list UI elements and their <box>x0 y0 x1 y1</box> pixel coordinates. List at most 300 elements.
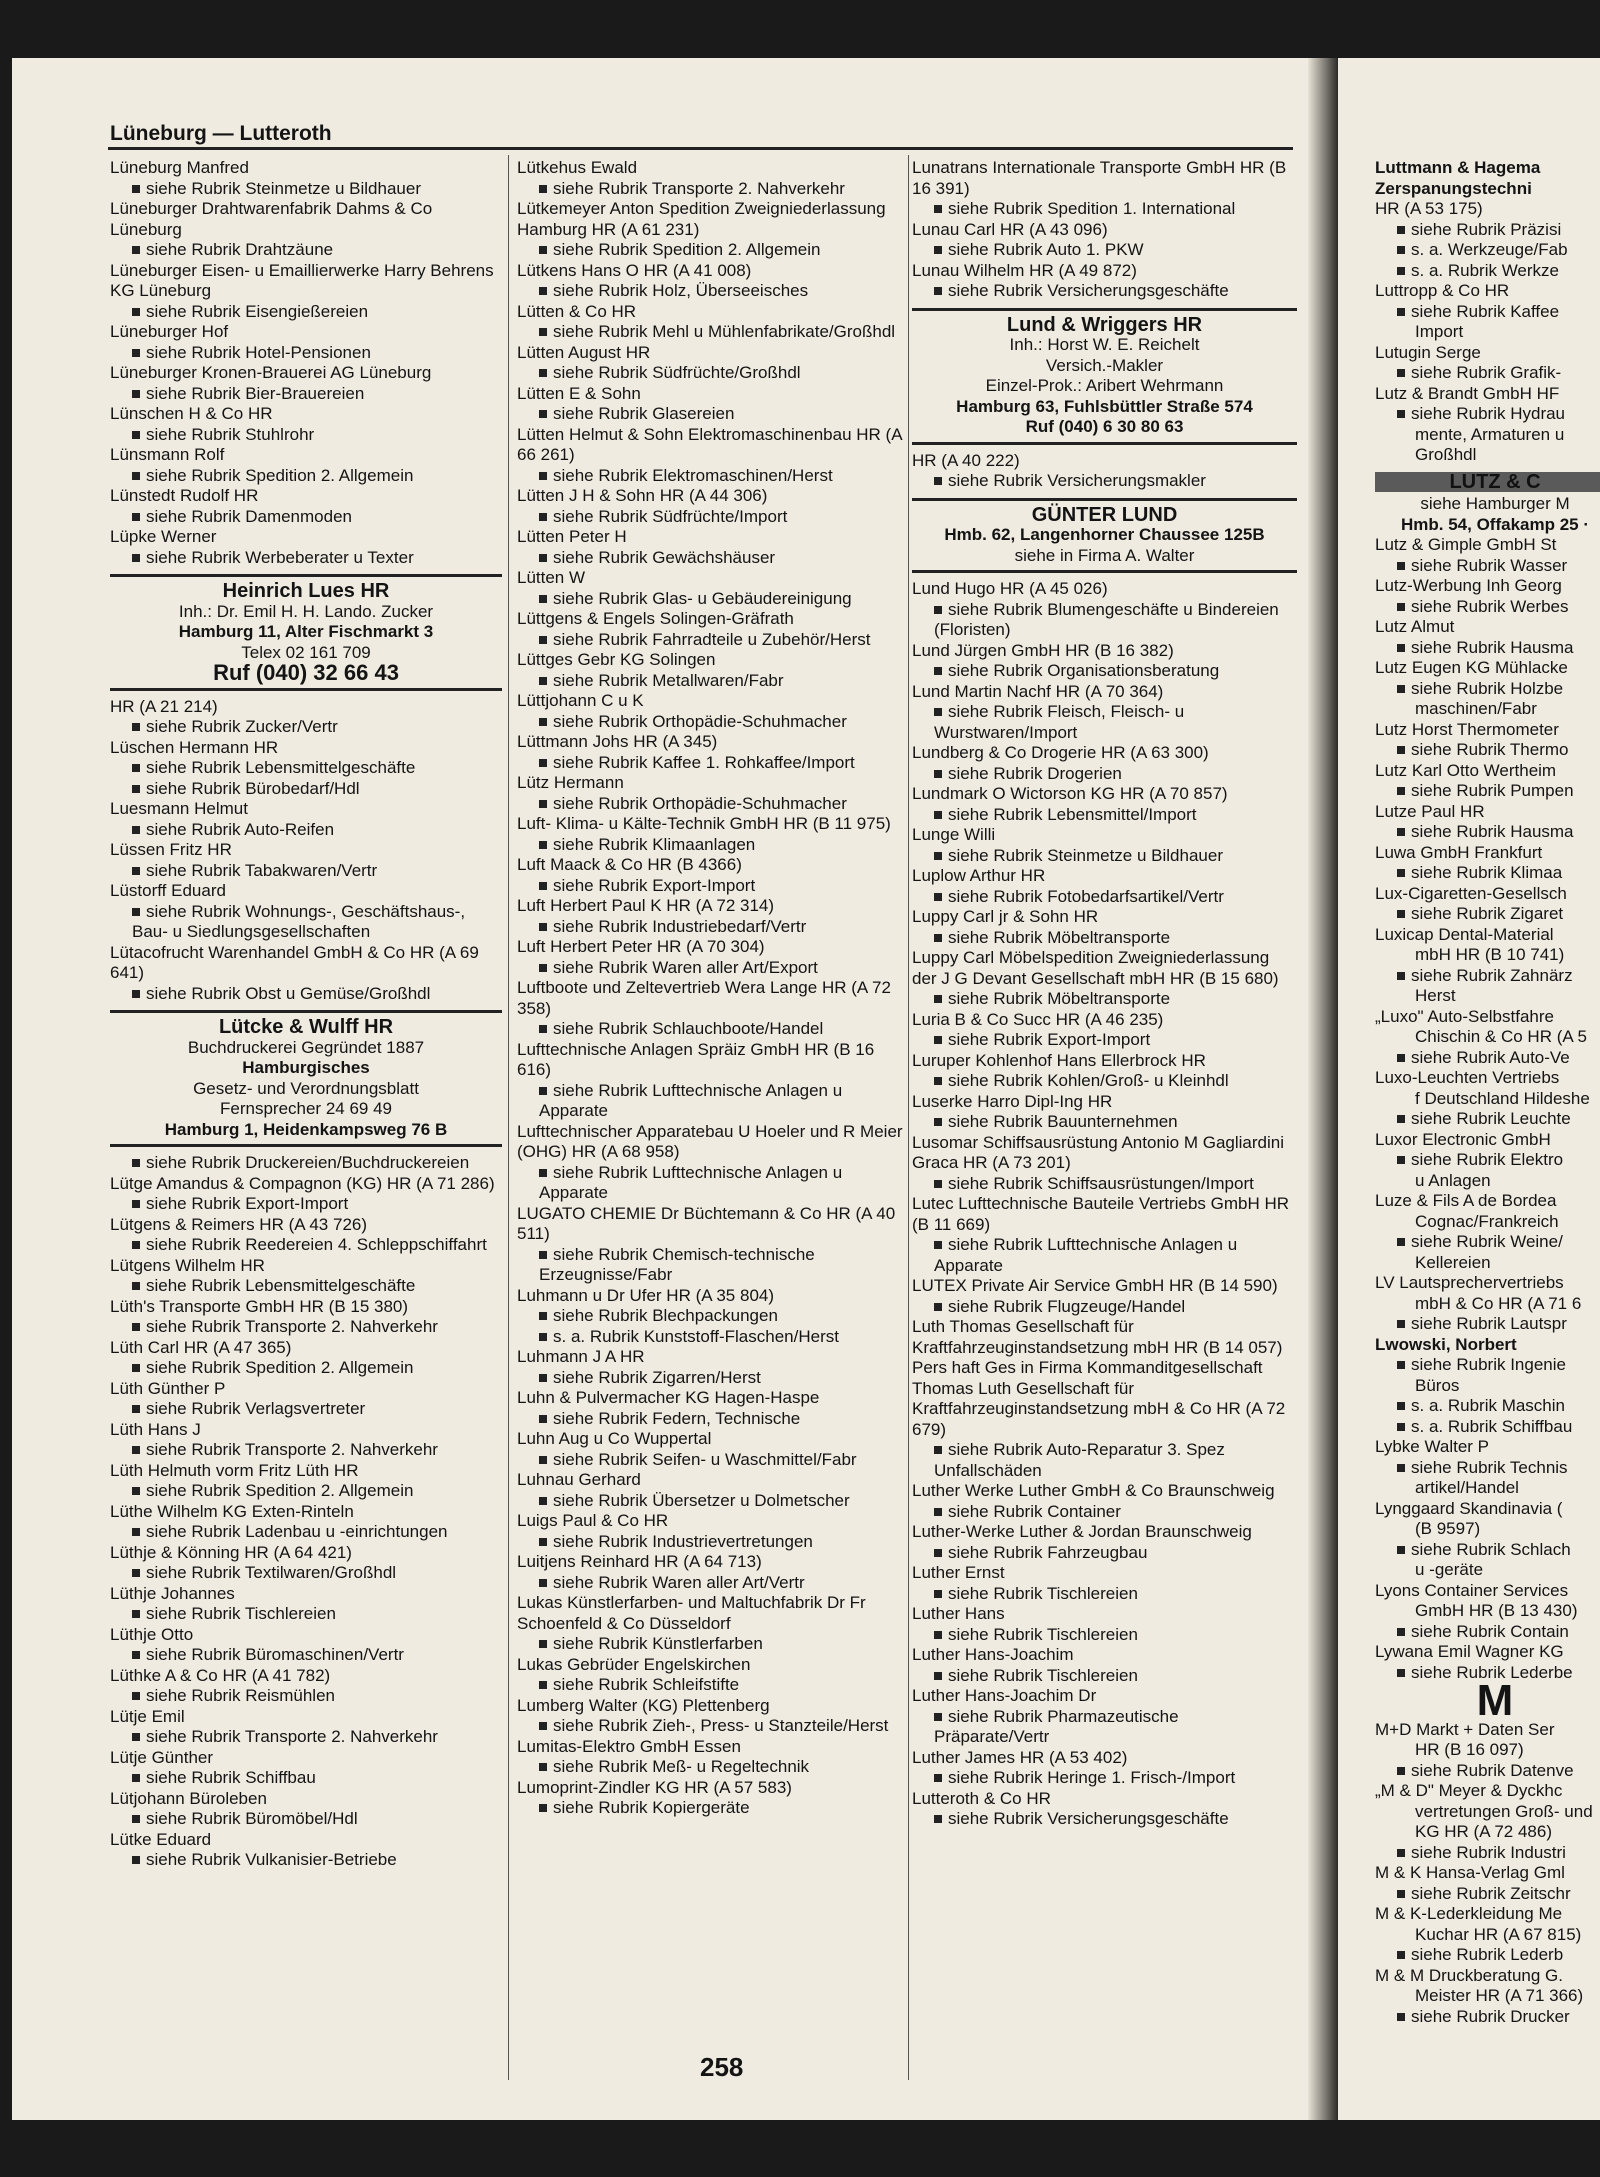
bullet-icon <box>1397 685 1405 693</box>
directory-entry <box>912 261 1297 302</box>
entry-reference <box>1375 1945 1600 1966</box>
entry-name: Lüttges Gebr KG Solingen <box>517 650 716 669</box>
entry-reference <box>1375 1843 1600 1864</box>
reference-text: siehe Rubrik Wohnungs-, Geschäftshaus-, Bau- u Siedlungsgesellschaften <box>132 901 466 941</box>
entry-name: Lynggaard Skandinavia ( <box>1375 1498 1563 1518</box>
directory-entry <box>110 1789 502 1830</box>
entry-reference <box>1375 1761 1600 1782</box>
bullet-icon <box>934 1446 942 1454</box>
reference-text: s. a. Rubrik Kunststoff-Flaschen/Herst <box>553 1326 839 1346</box>
entry-name: Lutz Horst Thermometer <box>1375 719 1559 739</box>
directory-entry <box>517 1204 905 1286</box>
directory-entry <box>110 881 502 943</box>
reference-text: siehe Rubrik Waren aller Art/Export <box>553 957 818 977</box>
reference-text: siehe Rubrik Contain <box>1411 1621 1569 1641</box>
reference-text: siehe Rubrik Zeitschr <box>1411 1883 1571 1903</box>
entry-name: Lunau Carl HR (A 43 096) <box>912 219 1108 239</box>
directory-entry <box>912 451 1297 492</box>
directory-entry <box>1375 384 1600 466</box>
entry-name: Luplow Arthur HR <box>912 866 1046 885</box>
directory-entry <box>517 1388 905 1429</box>
directory-entry <box>1375 199 1600 281</box>
reference-text: siehe Rubrik Versicherungsmakler <box>948 471 1206 490</box>
bullet-icon <box>1397 1320 1405 1328</box>
entry-reference <box>1375 1027 1600 1048</box>
entry-reference <box>1375 1212 1600 1233</box>
directory-entry <box>517 527 905 568</box>
reference-text: siehe Rubrik Transporte 2. Nahverkehr <box>146 1727 438 1746</box>
entry-reference <box>110 1317 502 1338</box>
entry-reference <box>1375 740 1600 761</box>
reference-text: siehe Rubrik Kopiergeräte <box>553 1798 750 1817</box>
entry-name: Lunatrans Internationale Transporte GmbH HR (B 16 391) <box>912 158 1287 198</box>
entry-name: Lunau Wilhelm HR (A 49 872) <box>912 260 1137 280</box>
reference-text: siehe Rubrik Hydrau <box>1411 404 1566 423</box>
reference-text: siehe Rubrik Leuchte <box>1411 1109 1571 1128</box>
directory-entry <box>1375 1007 1600 1069</box>
directory-entry <box>517 1040 905 1122</box>
entry-reference <box>1375 1925 1600 1946</box>
entry-name: Lutugin Serge <box>1375 342 1481 362</box>
bullet-icon <box>539 369 547 377</box>
reference-text: siehe Rubrik Industriebedarf/Vertr <box>553 916 807 936</box>
bullet-icon <box>132 554 140 562</box>
reference-text: s. a. Rubrik Maschin <box>1411 1396 1565 1415</box>
header-rule <box>108 147 1293 150</box>
bullet-icon <box>1397 1361 1405 1369</box>
entry-reference <box>517 240 905 261</box>
entry-reference <box>1375 1048 1600 1069</box>
reference-text: siehe Rubrik Steinmetze u Bildhauer <box>146 178 421 198</box>
reference-text: siehe Rubrik Spedition 2. Allgemein <box>146 465 414 485</box>
column-divider <box>508 155 509 2080</box>
reference-text: Import <box>1415 322 1464 341</box>
reference-text: siehe Rubrik Zigarren/Herst <box>553 1367 761 1387</box>
directory-entry <box>110 199 502 261</box>
directory-entry <box>1375 1966 1600 2028</box>
directory-entry <box>912 220 1297 261</box>
reference-text: siehe Rubrik Auto-Reparatur 3. Spez Unfallschäden <box>934 1440 1225 1480</box>
entry-reference <box>1375 863 1600 884</box>
reference-text: siehe Rubrik Büromöbel/Hdl <box>146 1809 358 1828</box>
directory-entry <box>517 978 905 1040</box>
reference-text: (B 9597) <box>1415 1519 1481 1538</box>
entry-name: Zerspanungstechni <box>1375 178 1532 198</box>
directory-entry <box>517 855 905 896</box>
reference-text: siehe Rubrik Lebensmittelgeschäfte <box>146 758 416 777</box>
reference-text: Cognac/Frankreich <box>1415 1211 1559 1231</box>
directory-entry <box>110 1338 502 1379</box>
entry-reference <box>517 1163 905 1204</box>
entry-name: Luigs Paul & Co HR <box>517 1511 669 1530</box>
entry-name: Luhmann J A HR <box>517 1347 645 1366</box>
reference-text: Herst <box>1415 986 1456 1005</box>
reference-text: s. a. Rubrik Schiffbau <box>1411 1416 1573 1436</box>
directory-entry <box>110 1584 502 1625</box>
bullet-icon <box>934 995 942 1003</box>
bullet-icon <box>539 1456 547 1464</box>
bullet-icon <box>934 1713 942 1721</box>
entry-reference <box>1375 1540 1600 1561</box>
bullet-icon <box>132 1651 140 1659</box>
directory-entry <box>1375 535 1600 576</box>
reference-text: siehe Rubrik Steinmetze u Bildhauer <box>948 845 1223 865</box>
entry-name: Lunge Willi <box>912 825 996 844</box>
entry-name: Lund Martin Nachf HR (A 70 364) <box>912 681 1164 701</box>
entry-reference <box>1375 1355 1600 1376</box>
entry-name: Luppy Carl Möbelspedition Zweigniederlassung der J G Devant Gesellschaft mbH HR (B 15 680) <box>912 948 1279 988</box>
entry-name: M & M Druckberatung G. <box>1375 1965 1564 1985</box>
entry-name: Lutz & Brandt GmbH HF <box>1375 383 1560 403</box>
reference-text: siehe Rubrik Blumengeschäfte u Bindereien (Floristen) <box>934 599 1279 639</box>
entry-name: Luxor Electronic GmbH <box>1375 1129 1551 1149</box>
reference-text: siehe Rubrik Fleisch, Fleisch- u Wurstwaren/Import <box>934 702 1185 742</box>
entry-reference <box>1375 945 1600 966</box>
bullet-icon <box>934 667 942 675</box>
reference-text: siehe Rubrik Spedition 2. Allgemein <box>553 240 821 259</box>
reference-text: Kuchar HR (A 67 815) <box>1415 1924 1582 1944</box>
reference-text: siehe Rubrik Export-Import <box>948 1030 1151 1049</box>
reference-text: siehe Rubrik Obst u Gemüse/Großhdl <box>146 983 431 1003</box>
directory-entry <box>110 158 502 199</box>
directory-entry <box>110 840 502 881</box>
bullet-icon <box>934 1241 942 1249</box>
entry-name: Lutz Eugen KG Mühlacke <box>1375 658 1568 677</box>
directory-entry <box>1375 843 1600 884</box>
directory-entry <box>110 527 502 568</box>
directory-entry <box>517 1122 905 1204</box>
entry-name: Lüttmann Johs HR (A 345) <box>517 732 718 751</box>
directory-entry <box>912 1317 1297 1481</box>
entry-name: Lütje Emil <box>110 1706 185 1726</box>
entry-reference <box>110 1768 502 1789</box>
reference-text: siehe Rubrik Ladenbau u -einrichtungen <box>146 1522 448 1541</box>
entry-name: siehe Hamburger M <box>1420 494 1570 513</box>
directory-entry <box>517 1696 905 1737</box>
reference-text: siehe Rubrik Auto-Reifen <box>146 819 335 839</box>
entry-name: Lyons Container Services <box>1375 1580 1569 1600</box>
directory-entry <box>1375 158 1600 179</box>
entry-reference <box>517 712 905 733</box>
directory-entry <box>517 609 905 650</box>
bullet-icon <box>132 1446 140 1454</box>
directory-entry <box>1375 1863 1600 1904</box>
entry-name: Luhn & Pulvermacher KG Hagen-Haspe <box>517 1388 820 1407</box>
entry-reference <box>1375 781 1600 802</box>
directory-entry <box>912 907 1297 948</box>
entry-reference <box>517 1798 905 1819</box>
entry-reference <box>912 240 1297 261</box>
entry-reference <box>517 281 905 302</box>
entry-reference <box>110 861 502 882</box>
reference-text: siehe Rubrik Pumpen <box>1411 781 1574 800</box>
directory-entry <box>110 1297 502 1338</box>
reference-text: siehe Rubrik Thermo <box>1411 740 1569 759</box>
directory-entry <box>517 568 905 609</box>
ad-box <box>110 1010 502 1147</box>
entry-reference <box>912 661 1297 682</box>
entry-name: Lutz Almut <box>1375 617 1455 636</box>
reference-text: siehe Rubrik Fahrzeugbau <box>948 1542 1148 1562</box>
entry-reference <box>1375 699 1600 720</box>
entry-reference <box>912 1768 1297 1789</box>
bullet-icon <box>1397 828 1405 836</box>
ad-line: Hmb. 62, Langenhorner Chaussee 125B <box>944 525 1265 544</box>
reference-text: siehe Rubrik Seifen- u Waschmittel/Fabr <box>553 1449 857 1469</box>
entry-reference <box>912 281 1297 302</box>
bullet-icon <box>539 841 547 849</box>
bullet-icon <box>132 1200 140 1208</box>
entry-reference <box>110 240 502 261</box>
entry-reference <box>1375 1884 1600 1905</box>
reference-text: siehe Rubrik Hotel-Pensionen <box>146 342 371 362</box>
entry-name: Lüthe Wilhelm KG Exten-Rinteln <box>110 1501 354 1521</box>
entry-reference <box>1375 445 1600 466</box>
entry-name: Lüth Helmuth vorm Fritz Lüth HR <box>110 1460 359 1480</box>
directory-entry <box>912 1645 1297 1686</box>
directory-entry <box>110 697 502 738</box>
entry-name: Luruper Kohlenhof Hans Ellerbrock HR <box>912 1050 1206 1070</box>
entry-name: Lüschen Hermann HR <box>110 737 279 757</box>
directory-entry <box>517 1593 905 1655</box>
ad-line: Ruf (040) 32 66 43 <box>213 660 399 685</box>
reference-text: siehe Rubrik Möbeltransporte <box>948 927 1171 947</box>
bullet-icon <box>539 1804 547 1812</box>
directory-entry <box>110 1379 502 1420</box>
directory-entry <box>1375 179 1600 200</box>
entry-name: HR (A 53 175) <box>1375 199 1483 218</box>
directory-entry <box>1375 515 1600 536</box>
directory-entry <box>517 1347 905 1388</box>
reference-text: siehe Rubrik Lautspr <box>1411 1314 1567 1333</box>
reference-text: siehe Rubrik Präzisi <box>1411 219 1562 239</box>
bullet-icon <box>132 764 140 772</box>
reference-text: siehe Rubrik Lufttechnische Anlagen u Apparate <box>539 1080 843 1120</box>
entry-reference <box>110 820 502 841</box>
entry-name: Lütkehus Ewald <box>517 158 638 177</box>
reference-text: siehe Rubrik Lederb <box>1411 1945 1564 1964</box>
reference-text: s. a. Rubrik Werkze <box>1411 260 1560 280</box>
reference-text: siehe Rubrik Kaffee 1. Rohkaffee/Import <box>553 752 855 772</box>
entry-name: Lüthje & Könning HR (A 64 421) <box>110 1542 352 1562</box>
directory-entry <box>110 1256 502 1297</box>
bullet-icon <box>934 477 942 485</box>
reference-text: siehe Rubrik Drogerien <box>948 763 1122 783</box>
entry-name: Luserke Harro Dipl-Ing HR <box>912 1091 1113 1111</box>
entry-reference <box>110 984 502 1005</box>
entry-name: Lwowski, Norbert <box>1375 1334 1517 1354</box>
bullet-icon <box>934 852 942 860</box>
entry-reference <box>1375 904 1600 925</box>
bullet-icon <box>132 1815 140 1823</box>
entry-name: Lufttechnische Anlagen Spräiz GmbH HR (B 16 616) <box>517 1039 875 1079</box>
reference-text: siehe Rubrik Schiffsausrüstungen/Import <box>948 1173 1254 1193</box>
entry-reference <box>1375 556 1600 577</box>
bullet-icon <box>934 205 942 213</box>
entry-name: Lüttjohann C u K <box>517 691 644 710</box>
reference-text: siehe Rubrik Schlauchboote/Handel <box>553 1019 824 1038</box>
bullet-icon <box>1397 869 1405 877</box>
bullet-icon <box>934 1077 942 1085</box>
bullet-icon <box>1397 369 1405 377</box>
bullet-icon <box>1397 1464 1405 1472</box>
reference-text: HR (B 16 097) <box>1415 1740 1524 1759</box>
entry-name: Lywana Emil Wagner KG <box>1375 1642 1564 1661</box>
reference-text: siehe Rubrik Stuhlrohr <box>146 424 315 444</box>
bullet-icon <box>934 708 942 716</box>
directory-entry <box>1375 576 1600 617</box>
bullet-icon <box>132 1774 140 1782</box>
bullet-icon <box>934 1631 942 1639</box>
directory-entry <box>912 1276 1297 1317</box>
bullet-icon <box>539 1640 547 1648</box>
entry-reference <box>517 1573 905 1594</box>
bullet-icon <box>539 677 547 685</box>
directory-entry <box>1375 802 1600 843</box>
directory-entry <box>110 1625 502 1666</box>
ad-line: Lütcke & Wulff HR <box>218 1016 394 1038</box>
reference-text: siehe Rubrik Zahnärz <box>1411 965 1573 985</box>
entry-name: Luft Herbert Paul K HR (A 72 314) <box>517 896 775 915</box>
entry-name: Lütten Helmut & Sohn Elektromaschinenbau HR (A 66 261) <box>517 424 902 464</box>
directory-entry <box>912 641 1297 682</box>
bullet-icon <box>132 1405 140 1413</box>
page-number: 258 <box>700 2052 744 2082</box>
reference-text: siehe Rubrik Datenve <box>1411 1760 1574 1780</box>
directory-entry <box>1375 1191 1600 1273</box>
reference-text: siehe Rubrik Kaffee <box>1411 301 1560 321</box>
entry-reference <box>912 1440 1297 1481</box>
reference-text: siehe Rubrik Fotobedarfsartikel/Vertr <box>948 886 1224 906</box>
directory-entry <box>517 1778 905 1819</box>
bullet-icon <box>934 246 942 254</box>
entry-reference <box>1375 1560 1600 1581</box>
entry-reference <box>1375 986 1600 1007</box>
reference-text: siehe Rubrik Schlach <box>1411 1539 1571 1559</box>
reference-text: siehe Rubrik Spedition 1. International <box>948 199 1236 218</box>
bullet-icon <box>1397 910 1405 918</box>
reference-text: siehe Rubrik Damenmoden <box>146 506 352 526</box>
bullet-icon <box>132 308 140 316</box>
entry-name: Lütgens & Reimers HR (A 43 726) <box>110 1214 368 1234</box>
entry-name: Lundberg & Co Drogerie HR (A 63 300) <box>912 743 1209 762</box>
bullet-icon <box>934 1303 942 1311</box>
reference-text: siehe Rubrik Export-Import <box>553 875 756 895</box>
column-4 <box>1375 158 1600 2027</box>
directory-entry <box>517 486 905 527</box>
reference-text: siehe Rubrik Kohlen/Groß- u Kleinhdl <box>948 1071 1229 1090</box>
entry-reference <box>110 507 502 528</box>
entry-name: Luhmann u Dr Ufer HR (A 35 804) <box>517 1285 775 1305</box>
bullet-icon <box>1397 562 1405 570</box>
entry-reference <box>110 1563 502 1584</box>
entry-reference <box>1375 240 1600 261</box>
reference-text: siehe Rubrik Lederbe <box>1411 1662 1573 1682</box>
entry-reference <box>110 343 502 364</box>
ad-line: Hamburg 63, Fuhlsbüttler Straße 574 <box>956 396 1253 416</box>
ad-line: siehe in Firma A. Walter <box>1014 545 1195 565</box>
reference-text: u -geräte <box>1415 1560 1484 1579</box>
reference-text: siehe Rubrik Werbes <box>1411 596 1569 616</box>
reference-text: siehe Rubrik Lufttechnische Anlagen u Apparate <box>539 1162 843 1202</box>
reference-text: siehe Rubrik Tischlereien <box>948 1583 1138 1603</box>
bullet-icon <box>539 636 547 644</box>
entry-name: Lumoprint-Zindler KG HR (A 57 583) <box>517 1777 792 1797</box>
bullet-icon <box>539 554 547 562</box>
reference-text: siehe Rubrik Blechpackungen <box>553 1306 778 1325</box>
bullet-icon <box>1397 1890 1405 1898</box>
reference-text: Büros <box>1415 1375 1460 1395</box>
book-gutter <box>1308 58 1338 2120</box>
entry-reference <box>110 779 502 800</box>
bullet-icon <box>539 923 547 931</box>
entry-name: Lybke Walter P <box>1375 1437 1490 1456</box>
reference-text: siehe Rubrik Ingenie <box>1411 1355 1566 1374</box>
entry-reference <box>1375 425 1600 446</box>
entry-reference <box>517 179 905 200</box>
entry-name: Luther Hans-Joachim <box>912 1645 1074 1664</box>
directory-entry <box>517 773 905 814</box>
entry-reference <box>912 805 1297 826</box>
entry-reference <box>1375 1802 1600 1823</box>
entry-reference <box>110 1522 502 1543</box>
bullet-icon <box>539 410 547 418</box>
entry-reference <box>110 1604 502 1625</box>
reference-text: siehe Rubrik Transporte 2. Nahverkehr <box>146 1317 438 1336</box>
bullet-icon <box>539 1681 547 1689</box>
bullet-icon <box>539 1169 547 1177</box>
entry-reference <box>517 1716 905 1737</box>
bullet-icon <box>934 770 942 778</box>
entry-name: Lüssen Fritz HR <box>110 840 232 859</box>
reference-text: siehe Rubrik Klimaa <box>1411 863 1563 882</box>
entry-reference <box>912 1809 1297 1830</box>
bullet-icon <box>539 246 547 254</box>
directory-entry <box>110 1461 502 1502</box>
column-2 <box>517 158 905 1819</box>
entry-reference <box>1375 1822 1600 1843</box>
entry-name: Luxo-Leuchten Vertriebs <box>1375 1068 1560 1087</box>
ad-banner: LUTZ & C <box>1375 472 1600 493</box>
reference-text: siehe Rubrik Pharmazeutische Präparate/Vertr <box>934 1706 1179 1746</box>
directory-entry <box>912 579 1297 641</box>
bullet-icon <box>539 472 547 480</box>
bullet-icon <box>132 431 140 439</box>
entry-reference <box>912 1707 1297 1748</box>
directory-entry <box>912 1010 1297 1051</box>
directory-entry <box>1375 1781 1600 1863</box>
bullet-icon <box>132 1241 140 1249</box>
reference-text: siehe Rubrik Tabakwaren/Vertr <box>146 860 378 880</box>
entry-name: M & K-Lederkleidung Me <box>1375 1904 1563 1923</box>
entry-reference <box>912 1030 1297 1051</box>
directory-entry <box>110 1502 502 1543</box>
entry-name: Lünschen H & Co HR <box>110 404 273 423</box>
bullet-icon <box>132 990 140 998</box>
reference-text: siehe Rubrik Elektro <box>1411 1150 1564 1169</box>
entry-name: Luria B & Co Succ HR (A 46 235) <box>912 1009 1164 1029</box>
bullet-icon <box>934 1672 942 1680</box>
entry-reference <box>1375 597 1600 618</box>
entry-reference <box>912 1071 1297 1092</box>
bullet-icon <box>1397 972 1405 980</box>
entry-name: Lumitas-Elektro GmbH Essen <box>517 1736 741 1756</box>
directory-entry <box>1375 1904 1600 1966</box>
ad-line: Heinrich Lues HR <box>222 580 390 602</box>
entry-reference <box>517 548 905 569</box>
column-1 <box>110 158 502 1871</box>
reference-text: f Deutschland Hildeshe <box>1415 1088 1590 1108</box>
